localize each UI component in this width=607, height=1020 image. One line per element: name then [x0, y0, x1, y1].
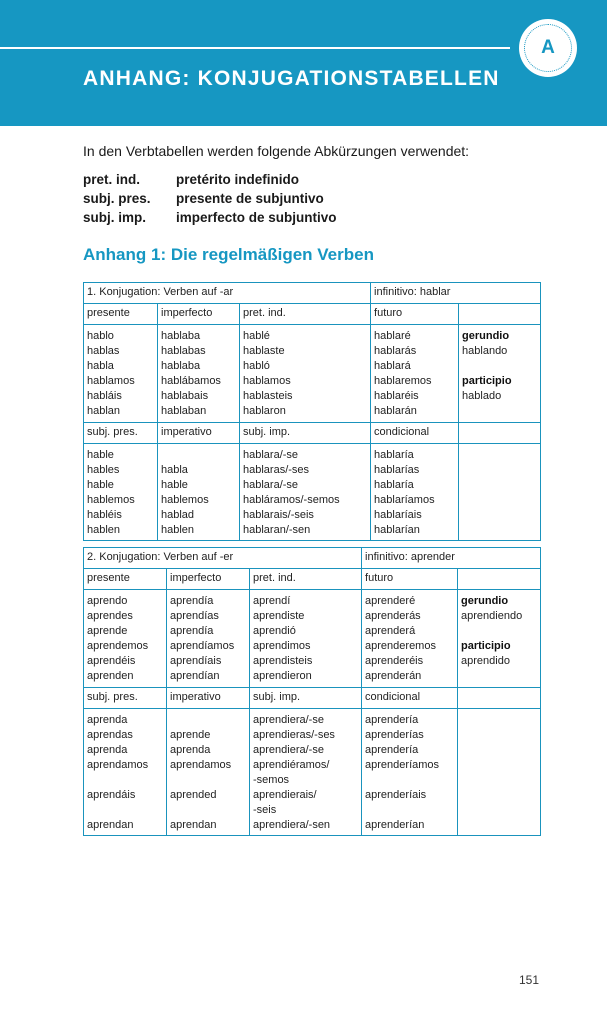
page-header: [0, 0, 607, 126]
column-header: [458, 569, 541, 590]
verb-form: hablaban: [161, 405, 207, 418]
verb-form: [462, 463, 537, 478]
column-header: [459, 304, 541, 325]
column-header: imperativo: [167, 687, 250, 708]
verb-form: aprendiera/-se: [253, 713, 324, 726]
conj-cell: [458, 708, 541, 836]
verb-form: hablabas: [161, 345, 206, 358]
verb-form: hable: [87, 478, 114, 491]
verb-form: aprenderé: [365, 595, 416, 607]
conj-cell: [362, 590, 458, 688]
conj-cell: [240, 325, 371, 423]
verb-form: hablarían: [374, 524, 420, 537]
form-label: participio: [462, 375, 512, 388]
conj-cell: [459, 443, 541, 541]
verb-form: [161, 448, 236, 463]
verb-form: habláramos/-semos: [243, 493, 340, 506]
verb-form: hablarás: [374, 345, 417, 358]
abbreviation-meaning: imperfecto de subjuntivo: [176, 210, 337, 225]
verb-form: hablen: [87, 524, 121, 537]
page-number: 151: [519, 973, 540, 987]
form-label: gerundio: [461, 595, 509, 607]
verb-form: -seis: [253, 804, 277, 817]
abbreviation-term: pret. ind.: [83, 172, 140, 187]
table-row: [84, 590, 541, 688]
verb-form: [461, 803, 537, 818]
verb-form: hablé: [243, 330, 270, 342]
column-header: subj. pres.: [84, 422, 158, 443]
form-label: gerundio: [462, 330, 510, 342]
verb-form: [462, 523, 537, 538]
verb-form: hablan: [87, 405, 121, 418]
verb-form: [461, 818, 537, 833]
verb-form: aprende: [170, 728, 211, 741]
verb-form: [461, 743, 537, 758]
verb-form: habláis: [87, 390, 122, 403]
verb-form: hablasteis: [243, 390, 293, 403]
verb-form: aprendería: [365, 743, 419, 756]
verb-form: aprendo: [87, 595, 128, 607]
conjugation-table-ar: [83, 282, 541, 541]
form-label: participio: [461, 640, 511, 653]
verb-form: [462, 448, 537, 463]
verb-form: aprenderán: [365, 670, 422, 683]
column-header: condicional: [362, 687, 458, 708]
page-title: ANHANG: KONJUGATIONSTABELLEN: [83, 67, 500, 90]
column-header: imperfecto: [158, 304, 240, 325]
verb-form: aprendierais/: [253, 789, 317, 802]
header-rule: [0, 47, 510, 49]
verb-form: hablaron: [243, 405, 286, 418]
conj-cell: [158, 325, 240, 423]
verb-form: aprended: [170, 789, 217, 802]
conj-cell: [458, 590, 541, 688]
verb-form: hablaría: [374, 478, 414, 491]
verb-form: aprendes: [87, 610, 133, 623]
verb-form: [87, 803, 163, 818]
table-title: 1. Konjugation: Verben auf -ar: [84, 283, 371, 304]
verb-form: aprendíais: [170, 655, 222, 668]
verb-form: aprendiera/-se: [253, 743, 324, 756]
verb-form: hablaré: [374, 330, 411, 342]
verb-form: hablarais/-seis: [243, 508, 314, 521]
verb-form: [461, 788, 537, 803]
verb-form: [365, 803, 454, 818]
table-row: [84, 325, 541, 423]
conj-cell: [362, 708, 458, 836]
table-title: 2. Konjugation: Verben auf -er: [84, 548, 362, 569]
verb-form: aprendéis: [87, 655, 136, 668]
verb-form: hablemos: [161, 493, 209, 506]
verb-form: hablarán: [374, 405, 417, 418]
abbreviation-meaning: presente de subjuntivo: [176, 191, 324, 206]
verb-form: [461, 624, 537, 639]
verb-form: aprenderá: [365, 625, 416, 638]
column-header: presente: [84, 569, 167, 590]
verb-form: aprendía: [170, 595, 214, 607]
verb-form: [170, 803, 246, 818]
verb-form: hablas: [87, 345, 120, 358]
conj-cell: [459, 325, 541, 423]
column-header: pret. ind.: [250, 569, 362, 590]
verb-form: aprende: [87, 625, 128, 638]
verb-form: aprendí: [253, 595, 291, 607]
verb-form: aprenden: [87, 670, 134, 683]
verb-form: aprenda: [87, 743, 128, 756]
column-header: [458, 687, 541, 708]
conj-cell: [240, 443, 371, 541]
verb-form: [461, 758, 537, 773]
verb-form: hablará: [374, 360, 411, 373]
column-header: imperfecto: [167, 569, 250, 590]
verb-form: aprenderías: [365, 728, 424, 741]
verb-form: hablo: [87, 330, 114, 342]
verb-form: aprenderemos: [365, 640, 436, 653]
verb-form: aprendan: [170, 819, 217, 832]
conj-cell: [84, 708, 167, 836]
column-header: subj. imp.: [240, 422, 371, 443]
column-header: presente: [84, 304, 158, 325]
column-header: [459, 422, 541, 443]
verb-form: aprendido: [461, 655, 510, 668]
conjugation-table-er: [83, 547, 541, 836]
conj-cell: [167, 590, 250, 688]
verb-form: [462, 508, 537, 523]
verb-form: aprendiendo: [461, 610, 523, 623]
verb-form: hablado: [462, 390, 502, 403]
verb-form: hablaréis: [374, 390, 419, 403]
conj-cell: [167, 708, 250, 836]
column-header: subj. pres.: [84, 687, 167, 708]
verb-form: hablamos: [243, 375, 291, 388]
verb-form: [462, 493, 537, 508]
column-header: futuro: [362, 569, 458, 590]
verb-form: hablara/-se: [243, 448, 299, 461]
column-header: condicional: [371, 422, 459, 443]
verb-form: [87, 773, 163, 788]
verb-form: hablaríais: [374, 508, 422, 521]
verb-form: [461, 728, 537, 743]
table-infinitive: infinitivo: hablar: [371, 283, 541, 304]
verb-form: -semos: [253, 773, 290, 786]
verb-form: aprendíamos: [170, 640, 235, 653]
section-badge-letter: A: [524, 24, 572, 72]
intro-text: In den Verbtabellen werden folgende Abkürzungen verwendet:: [83, 143, 470, 159]
abbreviation-term: subj. imp.: [83, 210, 147, 225]
verb-form: hablaste: [243, 345, 285, 358]
table-infinitive: infinitivo: aprender: [362, 548, 541, 569]
verb-form: [462, 404, 537, 419]
verb-form: hablando: [462, 345, 508, 358]
verb-form: aprendamos: [87, 758, 149, 771]
conj-cell: [371, 325, 459, 423]
verb-form: [170, 713, 246, 728]
verb-form: hable: [87, 448, 114, 461]
column-header: subj. imp.: [250, 687, 362, 708]
column-header: imperativo: [158, 422, 240, 443]
verb-form: aprenderíamos: [365, 758, 440, 771]
verb-form: aprenderíais: [365, 789, 427, 802]
conj-cell: [84, 443, 158, 541]
conj-cell: [84, 590, 167, 688]
verb-form: aprendiéramos/: [253, 758, 330, 771]
verb-form: aprendemos: [87, 640, 149, 653]
verb-form: [461, 669, 537, 684]
conj-cell: [158, 443, 240, 541]
verb-form: [462, 359, 537, 374]
table-row: [84, 443, 541, 541]
conj-cell: [371, 443, 459, 541]
section-badge: [519, 19, 577, 77]
verb-form: aprenderás: [365, 610, 421, 623]
verb-form: hablad: [161, 508, 195, 521]
verb-form: hables: [87, 463, 120, 476]
verb-form: hablara/-se: [243, 478, 299, 491]
verb-form: hablaríamos: [374, 493, 435, 506]
abbreviation-term: subj. pres.: [83, 191, 151, 206]
verb-form: aprenderéis: [365, 655, 424, 668]
verb-form: hablaran/-sen: [243, 524, 311, 537]
verb-form: aprendamos: [170, 758, 232, 771]
verb-form: hablaras/-ses: [243, 463, 310, 476]
verb-form: hablabais: [161, 390, 209, 403]
conj-cell: [84, 325, 158, 423]
verb-form: aprendía: [170, 625, 214, 638]
verb-form: hablaba: [161, 330, 201, 342]
verb-form: hablábamos: [161, 375, 221, 388]
verb-form: aprendió: [253, 625, 296, 638]
conj-cell: [250, 708, 362, 836]
verb-form: [461, 773, 537, 788]
verb-form: aprendían: [170, 670, 220, 683]
verb-form: aprendiste: [253, 610, 305, 623]
verb-form: aprendieras/-ses: [253, 728, 335, 741]
verb-form: [462, 478, 537, 493]
verb-form: hablaría: [374, 448, 414, 461]
verb-form: aprenda: [170, 743, 211, 756]
verb-form: aprendimos: [253, 640, 311, 653]
verb-form: [461, 713, 537, 728]
table-row: [84, 708, 541, 836]
verb-form: hablemos: [87, 493, 135, 506]
verb-form: hable: [161, 478, 188, 491]
section-title: Anhang 1: Die regelmäßigen Verben: [83, 245, 374, 264]
verb-form: hablamos: [87, 375, 135, 388]
verb-form: habla: [161, 463, 188, 476]
verb-form: [365, 773, 454, 788]
verb-form: hablaba: [161, 360, 201, 373]
verb-form: aprendáis: [87, 789, 136, 802]
verb-form: [170, 773, 246, 788]
column-header: futuro: [371, 304, 459, 325]
verb-form: aprenda: [87, 713, 128, 726]
conj-cell: [250, 590, 362, 688]
verb-form: hablen: [161, 524, 195, 537]
verb-form: aprendisteis: [253, 655, 313, 668]
verb-form: aprendería: [365, 713, 419, 726]
verb-form: habléis: [87, 508, 122, 521]
verb-form: aprendieron: [253, 670, 312, 683]
column-header: pret. ind.: [240, 304, 371, 325]
verb-form: hablarías: [374, 463, 420, 476]
verb-form: aprendas: [87, 728, 133, 741]
verb-form: aprenderían: [365, 819, 425, 832]
verb-form: aprendan: [87, 819, 134, 832]
verb-form: habla: [87, 360, 114, 373]
verb-form: aprendiera/-sen: [253, 819, 331, 832]
verb-form: aprendías: [170, 610, 219, 623]
verb-form: hablaremos: [374, 375, 432, 388]
verb-form: habló: [243, 360, 270, 373]
abbreviation-meaning: pretérito indefinido: [176, 172, 299, 187]
